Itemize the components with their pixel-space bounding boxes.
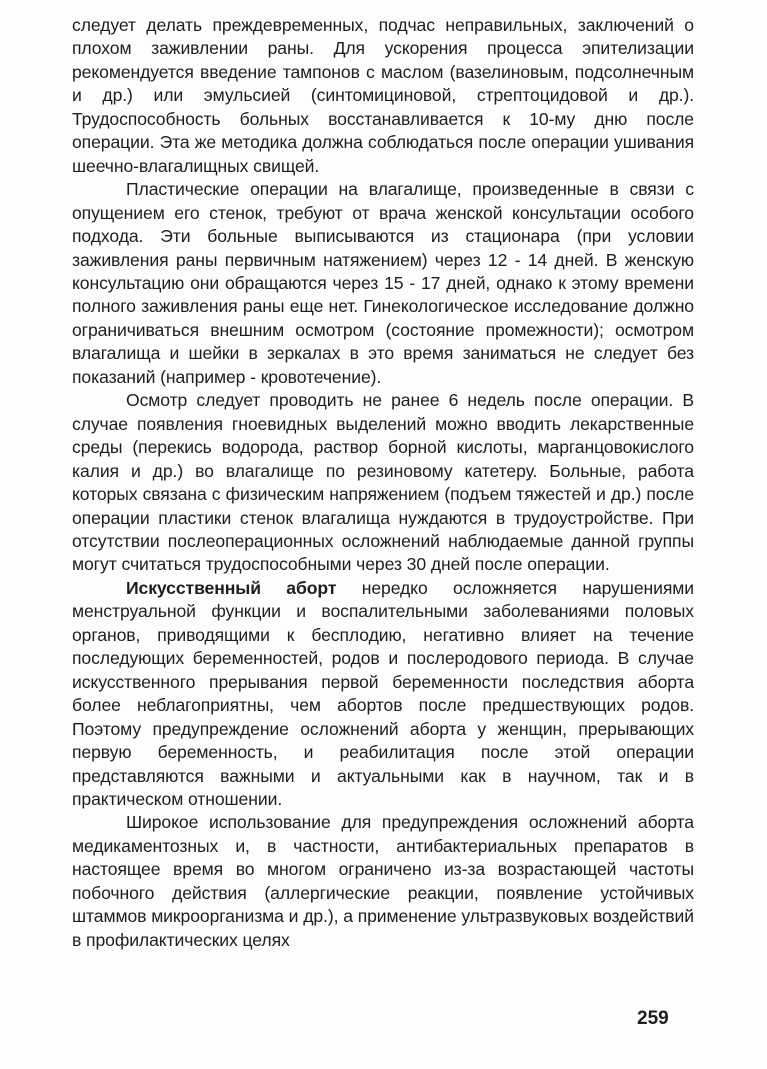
paragraph-2: Пластические операции на влагалище, произведенные в связи с опущением его стенок, требуют от врача женской консультации особого подхода. Эти больные выписываются из стационара (при условии заживления раны первичным натяжением) через 12 - 14 дней. В женскую консультацию они обращаются через 15 - 17 дней, однако к этому времени полного заживления раны еще нет. Гинекологическое исследование должно ограничиваться внешним осмотром (состояние промежности); осмотром влагалища и шейки в зеркалах в это время заниматься не следует без показаний (например - кровотечение). — [72, 179, 694, 387]
paragraph-3: Осмотр следует проводить не ранее 6 недель после операции. В случае появления гноевидных выделений можно вводить лекарственные среды (перекись водорода, раствор борной кислоты, марганцовокислого калия и др.) во влагалище по резиновому катетеру. Больные, работа которых связана с физическим напряжением (подъем тяжестей и др.) после операции пластики стенок влагалища нуждаются в трудоустройстве. При отсутствии послеоперационных осложнений наблюдаемые данной группы могут считаться трудоспособными через 30 дней после операции. — [72, 390, 694, 575]
term-highlight: Искусственный аборт — [126, 577, 337, 598]
page-number: 259 — [637, 1008, 669, 1029]
body-text — [72, 14, 694, 952]
paragraph-1: следует делать преждевременных, подчас неправильных, заключений о плохом заживлении раны. Для ускорения процесса эпителизации рекомендуется введение тампонов с маслом (вазелиновым, подсолнечным и др.) или эмульсией (синтомициновой, стрептоцидовой и др.). Трудоспособность больных восстанавливается к 10-му дню после операции. Эта же методика должна соблюдаться после операции ушивания шеечно-влагалищных свищей. — [72, 15, 694, 176]
paragraph-4-text: нередко осложняется нарушениями менструальной функции и воспалительными заболеваниями половых органов, приводящими к бесплодию, негативно влияет на течение последующих беременностей, родов и послеродового периода. В случае искусственного прерывания первой беременности последствия аборта более неблагоприятны, чем абортов после предшествующих родов. Поэтому предупреждение осложнений аборта у женщин, прерывающих первую беременность, и реабилитация после этой операции представляются важными и актуальными как в научном, так и в практическом отношении. — [72, 577, 695, 809]
paragraph-4 — [72, 577, 694, 812]
paragraph-5: Широкое использование для предупреждения осложнений аборта медикаментозных и, в частности, антибактериальных препаратов в настоящее время во многом ограничено из-за возрастающей частоты побочного действия (аллергические реакции, появление устойчивых штаммов микроорганизма и др.), а применение ультразвуковых воздействий в профилактических целях — [72, 812, 694, 950]
